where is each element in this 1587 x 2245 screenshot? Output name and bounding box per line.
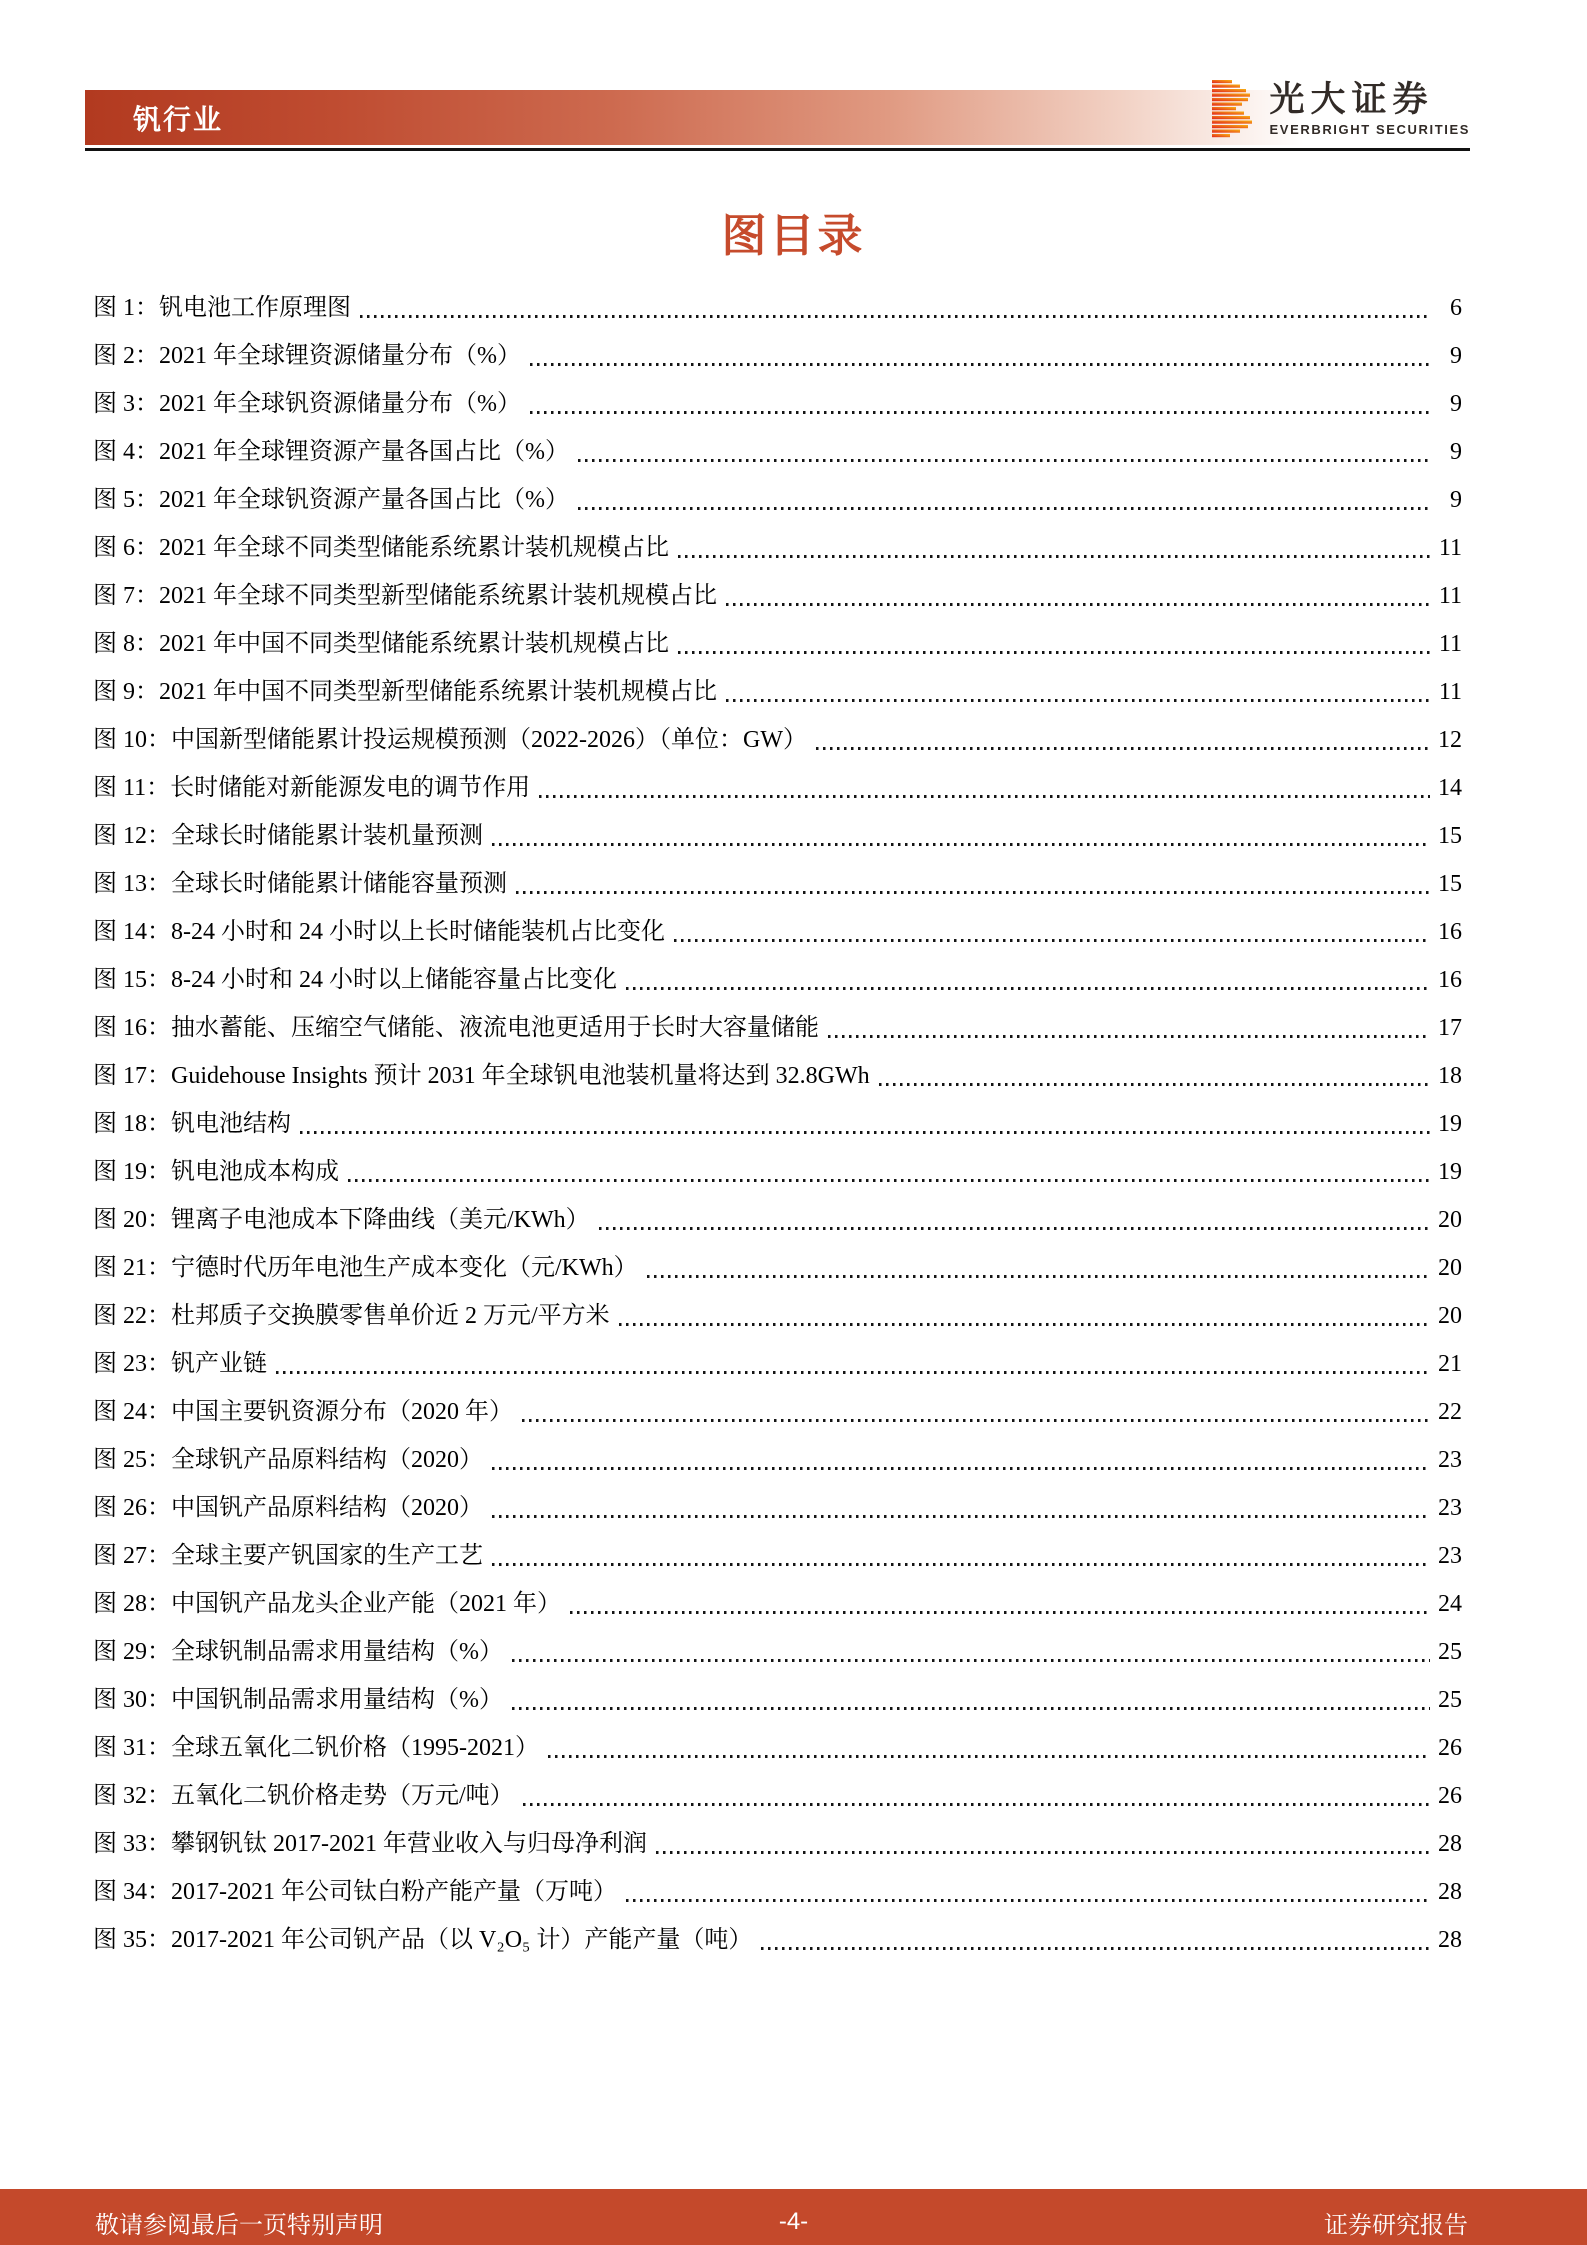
- toc-entry[interactable]: [85, 524, 1462, 572]
- toc-entry[interactable]: [85, 572, 1462, 620]
- logo-text-block: [1270, 80, 1470, 138]
- toc-entry-page: 26: [1438, 1735, 1462, 1761]
- toc-entry-label: 图 6：2021 年全球不同类型储能系统累计装机规模占比: [93, 535, 669, 561]
- toc-entry-page: 16: [1438, 919, 1462, 945]
- toc-entry-label: 图 27：全球主要产钒国家的生产工艺: [93, 1543, 483, 1569]
- toc-entry[interactable]: [85, 1436, 1462, 1484]
- toc-entry-label: 图 28：中国钒产品龙头企业产能（2021 年）: [93, 1591, 561, 1617]
- toc-entry-page: 14: [1438, 775, 1462, 801]
- dot-leader: [678, 555, 1430, 558]
- toc-entry-page: 23: [1438, 1543, 1462, 1569]
- toc-entry[interactable]: [85, 1916, 1462, 1964]
- toc-entry-label: 图 25：全球钒产品原料结构（2020）: [93, 1447, 483, 1473]
- dot-leader: [626, 1899, 1430, 1902]
- toc-entry-label: 图 19：钒电池成本构成: [93, 1159, 339, 1185]
- toc-entry-page: 28: [1438, 1879, 1462, 1905]
- dot-leader: [599, 1227, 1430, 1230]
- toc-entry-page: 16: [1438, 967, 1462, 993]
- toc-entry-label: 图 16：抽水蓄能、压缩空气储能、液流电池更适用于长时大容量储能: [93, 1015, 819, 1041]
- toc-entry-label: 图 26：中国钒产品原料结构（2020）: [93, 1495, 483, 1521]
- logo-en-text: EVERBRIGHT SECURITIES: [1269, 122, 1470, 137]
- dot-leader: [726, 603, 1430, 606]
- toc-entry-page: 11: [1438, 583, 1462, 609]
- toc-entry-page: 15: [1438, 871, 1462, 897]
- everbright-logo: [1212, 80, 1470, 138]
- dot-leader: [516, 891, 1430, 894]
- toc-entry-page: 18: [1438, 1063, 1462, 1089]
- toc-entry-page: 12: [1438, 727, 1462, 753]
- toc-entry-label: 图 17：Guidehouse Insights 预计 2031 年全球钒电池装机量将达到 32.8GWh: [93, 1063, 870, 1089]
- toc-entry[interactable]: [85, 284, 1462, 332]
- dot-leader: [816, 747, 1430, 750]
- dot-leader: [548, 1755, 1430, 1758]
- toc-entry-page: 22: [1438, 1399, 1462, 1425]
- figure-toc-list: [85, 284, 1462, 1964]
- toc-entry[interactable]: [85, 1772, 1462, 1820]
- toc-entry-label: 图 11：长时储能对新能源发电的调节作用: [93, 775, 531, 801]
- dot-leader: [879, 1083, 1430, 1086]
- dot-leader: [530, 411, 1430, 414]
- toc-entry-label: 图 4：2021 年全球锂资源产量各国占比（%）: [93, 439, 569, 465]
- toc-entry-label: 图 3：2021 年全球钒资源储量分布（%）: [93, 391, 521, 417]
- dot-leader: [512, 1659, 1430, 1662]
- toc-entry[interactable]: [85, 620, 1462, 668]
- dot-leader: [530, 363, 1430, 366]
- toc-entry[interactable]: [85, 1100, 1462, 1148]
- toc-entry-page: 20: [1438, 1255, 1462, 1281]
- toc-entry-page: 11: [1438, 679, 1462, 705]
- footer-bar: [0, 2189, 1587, 2245]
- toc-entry[interactable]: [85, 428, 1462, 476]
- toc-entry-page: 9: [1450, 487, 1462, 513]
- toc-entry-label: 图 10：中国新型储能累计投运规模预测（2022-2026）（单位：GW）: [93, 727, 807, 753]
- toc-entry-page: 11: [1438, 535, 1462, 561]
- toc-entry-page: 21: [1438, 1351, 1462, 1377]
- dot-leader: [276, 1371, 1430, 1374]
- dot-leader: [619, 1323, 1430, 1326]
- toc-entry-label: 图 32：五氧化二钒价格走势（万元/吨）: [93, 1783, 514, 1809]
- dot-leader: [656, 1851, 1430, 1854]
- dot-leader: [492, 1563, 1430, 1566]
- dot-leader: [570, 1611, 1430, 1614]
- dot-leader: [492, 1467, 1430, 1470]
- industry-label: 钒行业: [133, 103, 224, 135]
- dot-leader: [647, 1275, 1430, 1278]
- logo-cn-text: 光大证券: [1269, 80, 1434, 119]
- toc-entry-label: 图 30：中国钒制品需求用量结构（%）: [93, 1687, 503, 1713]
- toc-entry-page: 20: [1438, 1303, 1462, 1329]
- toc-entry-page: 28: [1438, 1927, 1462, 1953]
- toc-entry[interactable]: [85, 1004, 1462, 1052]
- toc-entry[interactable]: [85, 1340, 1462, 1388]
- toc-entry[interactable]: [85, 1820, 1462, 1868]
- figure-index-title: 图目录: [721, 210, 866, 261]
- dot-leader: [626, 987, 1430, 990]
- toc-entry-label: 图 33：攀钢钒钛 2017-2021 年营业收入与归母净利润: [93, 1831, 647, 1857]
- toc-entry[interactable]: [85, 1532, 1462, 1580]
- toc-entry-page: 25: [1438, 1687, 1462, 1713]
- header-divider: [85, 148, 1470, 151]
- toc-entry-label: 图 34：2017-2021 年公司钛白粉产能产量（万吨）: [93, 1879, 617, 1905]
- toc-entry-label: 图 12：全球长时储能累计装机量预测: [93, 823, 483, 849]
- toc-entry-label: 图 20：锂离子电池成本下降曲线（美元/KWh）: [93, 1207, 590, 1233]
- toc-entry-page: 9: [1450, 343, 1462, 369]
- toc-entry-page: 6: [1450, 295, 1462, 321]
- toc-entry-label: 图 22：杜邦质子交换膜零售单价近 2 万元/平方米: [93, 1303, 610, 1329]
- toc-entry[interactable]: [85, 1196, 1462, 1244]
- footer-page-number: -4-: [778, 2208, 809, 2235]
- dot-leader: [360, 315, 1430, 318]
- toc-entry[interactable]: [85, 956, 1462, 1004]
- toc-entry[interactable]: [85, 908, 1462, 956]
- toc-entry-page: 23: [1438, 1447, 1462, 1473]
- toc-entry[interactable]: [85, 1292, 1462, 1340]
- toc-entry-page: 11: [1438, 631, 1462, 657]
- toc-entry[interactable]: [85, 332, 1462, 380]
- dot-leader: [578, 507, 1430, 510]
- footer-report-type: 证券研究报告: [1324, 2211, 1468, 2239]
- dot-leader: [578, 459, 1430, 462]
- dot-leader: [492, 1515, 1430, 1518]
- toc-entry[interactable]: [85, 380, 1462, 428]
- dot-leader: [674, 939, 1430, 942]
- dot-leader: [726, 699, 1430, 702]
- toc-entry-label: 图 8：2021 年中国不同类型储能系统累计装机规模占比: [93, 631, 669, 657]
- toc-entry-label: 图 14：8-24 小时和 24 小时以上长时储能装机占比变化: [93, 919, 665, 945]
- toc-entry-label: 图 7：2021 年全球不同类型新型储能系统累计装机规模占比: [93, 583, 717, 609]
- toc-entry-page: 19: [1438, 1111, 1462, 1137]
- toc-entry-page: 17: [1438, 1015, 1462, 1041]
- dot-leader: [761, 1947, 1430, 1950]
- toc-entry[interactable]: [85, 668, 1462, 716]
- dot-leader: [512, 1707, 1430, 1710]
- toc-entry-label: 图 1：钒电池工作原理图: [93, 295, 351, 321]
- toc-entry-label: 图 9：2021 年中国不同类型新型储能系统累计装机规模占比: [93, 679, 717, 705]
- dot-leader: [492, 843, 1430, 846]
- toc-entry-page: 9: [1450, 391, 1462, 417]
- toc-entry[interactable]: [85, 1148, 1462, 1196]
- toc-entry-page: 25: [1438, 1639, 1462, 1665]
- footer-disclaimer: 敬请参阅最后一页特别声明: [95, 2211, 383, 2239]
- dot-leader: [300, 1131, 1430, 1134]
- toc-entry-label: 图 31：全球五氧化二钒价格（1995-2021）: [93, 1735, 539, 1761]
- dot-leader: [348, 1179, 1430, 1182]
- toc-entry-page: 9: [1450, 439, 1462, 465]
- toc-entry[interactable]: [85, 860, 1462, 908]
- toc-entry-page: 26: [1438, 1783, 1462, 1809]
- toc-entry-page: 19: [1438, 1159, 1462, 1185]
- toc-entry-page: 20: [1438, 1207, 1462, 1233]
- everbright-logo-icon: [1212, 80, 1254, 138]
- toc-entry-page: 28: [1438, 1831, 1462, 1857]
- toc-entry-label: 图 21：宁德时代历年电池生产成本变化（元/KWh）: [93, 1255, 638, 1281]
- dot-leader: [678, 651, 1430, 654]
- toc-entry-page: 24: [1438, 1591, 1462, 1617]
- dot-leader: [522, 1419, 1430, 1422]
- toc-entry-page: 23: [1438, 1495, 1462, 1521]
- toc-entry-label: 图 13：全球长时储能累计储能容量预测: [93, 871, 507, 897]
- toc-entry[interactable]: [85, 764, 1462, 812]
- dot-leader: [523, 1803, 1430, 1806]
- dot-leader: [828, 1035, 1430, 1038]
- toc-entry[interactable]: [85, 1580, 1462, 1628]
- toc-entry[interactable]: [85, 1052, 1462, 1100]
- toc-entry[interactable]: [85, 476, 1462, 524]
- toc-entry[interactable]: [85, 1628, 1462, 1676]
- toc-entry-label: 图 35：2017-2021 年公司钒产品（以 V₂O₅ 计）产能产量（吨）: [93, 1927, 753, 1953]
- toc-entry[interactable]: [85, 812, 1462, 860]
- toc-entry-label: 图 24：中国主要钒资源分布（2020 年）: [93, 1399, 513, 1425]
- toc-entry-label: 图 23：钒产业链: [93, 1351, 267, 1377]
- toc-entry-label: 图 18：钒电池结构: [93, 1111, 291, 1137]
- toc-entry-label: 图 29：全球钒制品需求用量结构（%）: [93, 1639, 503, 1665]
- dot-leader: [539, 795, 1430, 798]
- toc-entry[interactable]: [85, 1388, 1462, 1436]
- toc-entry[interactable]: [85, 1724, 1462, 1772]
- toc-entry[interactable]: [85, 1484, 1462, 1532]
- toc-entry-label: 图 5：2021 年全球钒资源产量各国占比（%）: [93, 487, 569, 513]
- toc-entry-label: 图 2：2021 年全球锂资源储量分布（%）: [93, 343, 521, 369]
- toc-entry[interactable]: [85, 716, 1462, 764]
- toc-entry[interactable]: [85, 1868, 1462, 1916]
- toc-entry[interactable]: [85, 1244, 1462, 1292]
- toc-entry[interactable]: [85, 1676, 1462, 1724]
- toc-entry-page: 15: [1438, 823, 1462, 849]
- toc-entry-label: 图 15：8-24 小时和 24 小时以上储能容量占比变化: [93, 967, 617, 993]
